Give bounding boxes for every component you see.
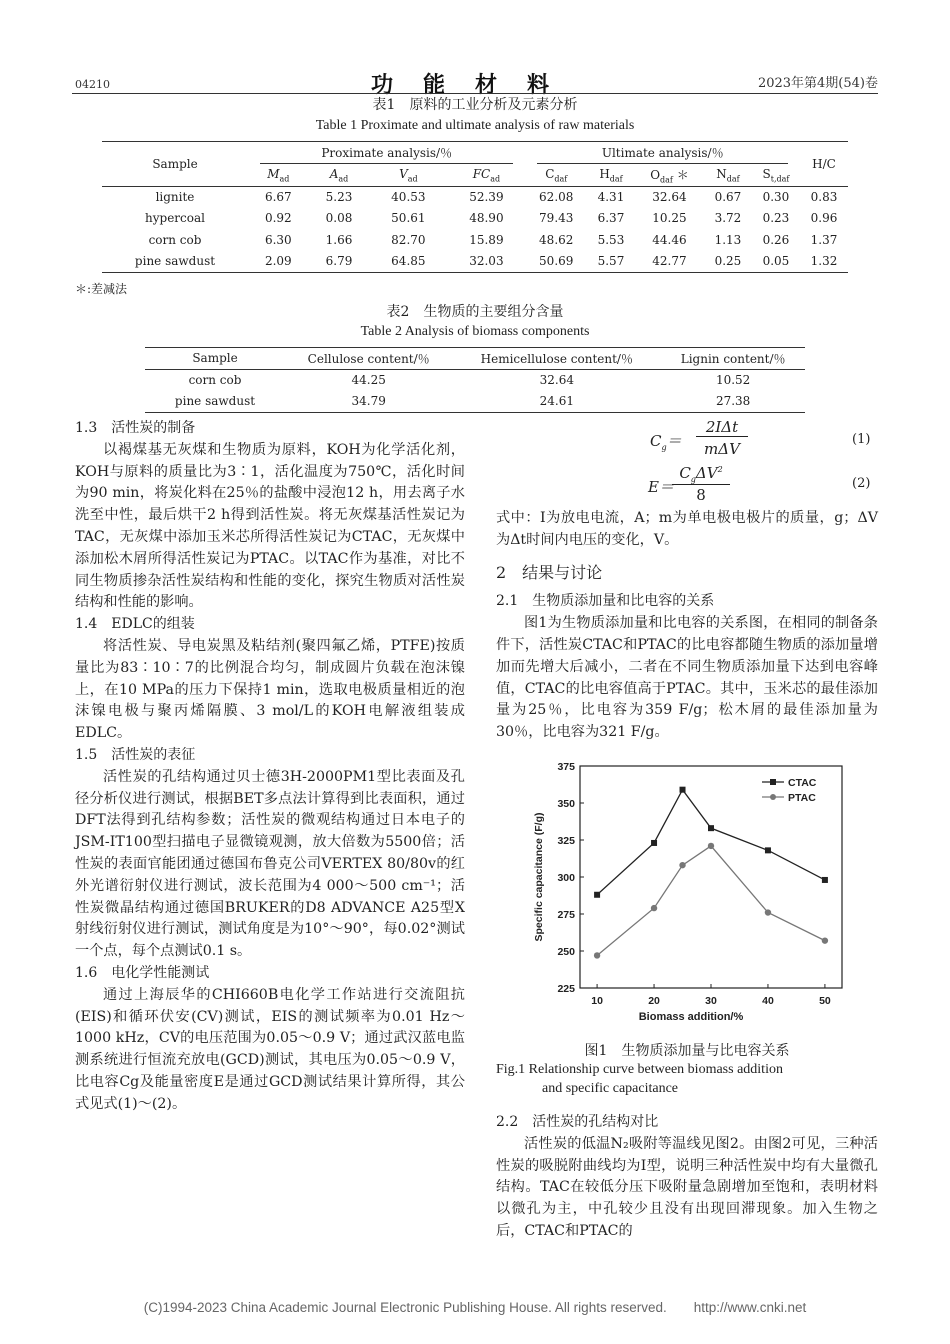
table1-cell: 5.57 (587, 251, 635, 273)
table1-subheader (525, 164, 587, 186)
table1-note: ＊:差减法 (75, 282, 128, 296)
table1-cell: 0.25 (704, 251, 752, 273)
figure1-chart (528, 760, 848, 1032)
subheader-subscript: daf (660, 174, 673, 184)
subheader-subscript: t,daf (770, 173, 790, 183)
table1-cell: 82.70 (391, 232, 426, 247)
table1-cell: 4.31 (597, 190, 625, 204)
table1-cell: 1.66 (325, 232, 353, 247)
table1-cell: 0.96 (810, 211, 838, 226)
subheader-symbol: S (762, 166, 771, 181)
figure1-caption-cn: 图1 生物质添加量与比电容关系 (584, 1043, 790, 1059)
table1-cell: 5.23 (325, 190, 353, 204)
proximate-label: Proximate analysis/％ (260, 144, 513, 164)
data-point-ctac (680, 787, 686, 793)
table2-cell: 34.79 (285, 391, 452, 413)
x-tick-label: 50 (819, 995, 831, 1007)
eq1-number: (1) (852, 432, 871, 447)
subheader-subscript: ad (490, 173, 501, 183)
table1-header-ultimate (525, 142, 800, 165)
subheader-symbol: FC (472, 166, 491, 181)
section-1-3-text: 以褐煤基无灰煤和生物质为原料，KOH为化学活化剂，KOH与原料的质量比为3∶1，活化温度为750℃，活化时间为90 min，将炭化料在25％的盐酸中浸泡12 h，用去离子水洗至中性，最后烘干2 h得到活性炭。将无灰煤基活性炭记为TAC，无灰煤中添加玉米芯所得活性炭记为CTAC，无灰煤中添加松木屑所得活性炭记为PTAC。以TAC作为基准，对比不同生物质掺杂活性炭结构和性能的变化，探究生物质对活性炭结构和性能的影响。 (75, 441, 465, 611)
table2-caption-en: Table 2 Analysis of biomass components (360, 324, 590, 339)
table1-cell: 0.23 (762, 211, 790, 226)
eq2-denominator: 8 (696, 486, 706, 504)
table1-cell: 15.89 (469, 232, 504, 247)
y-tick-label: 300 (557, 872, 575, 884)
table1-cell: 0.05 (752, 251, 800, 273)
table1-cell: corn cob (148, 232, 202, 247)
table2-header-hemicellulose: Hemicellulose content/％ (452, 348, 661, 370)
data-point-ptac (708, 843, 714, 849)
table2-cell: 27.38 (661, 391, 805, 413)
data-point-ptac (765, 909, 771, 915)
table-row (102, 208, 848, 230)
figure1-caption-en-line2: and specific capacitance (542, 1081, 679, 1096)
table1-cell: 0.83 (810, 190, 838, 204)
section-2-title: 2 结果与讨论 (496, 562, 603, 582)
table1-cell: 40.53 (391, 190, 426, 204)
eq2-numerator: $C_g\Delta V^2$ (672, 464, 730, 485)
y-tick-label: 375 (557, 761, 575, 773)
table-row (145, 369, 805, 391)
subheader-symbol: V (399, 166, 408, 181)
y-tick-label: 225 (557, 983, 575, 995)
section-1-5-title: 1.5 活性炭的表征 (75, 746, 196, 763)
table1-caption-en: Table 1 Proximate and ultimate analysis of raw materials (315, 118, 635, 133)
table1-cell: 1.37 (810, 232, 838, 247)
table1-cell: 3.72 (714, 211, 742, 226)
data-point-ctac (651, 840, 657, 846)
table2-cell: 24.61 (452, 391, 661, 413)
x-axis-label: Biomass addition/% (638, 1011, 744, 1023)
table1-cell: 0.30 (762, 190, 790, 204)
table1-cell: 6.37 (597, 211, 625, 226)
subheader-subscript: ad (407, 173, 418, 183)
table1-cell: 44.46 (652, 232, 687, 247)
issue-info: 2023年第4期(54)卷 (757, 76, 878, 91)
legend-label: PTAC (788, 792, 816, 804)
table2-cell: pine sawdust (145, 391, 285, 413)
eq2-number: (2) (852, 476, 871, 491)
section-2-1-text: 图1为生物质添加量和比电容的关系图，在相同的制备条件下，活性炭CTAC和PTAC的比电容都随生物质的添加量增加而先增大后减小，二者在不同生物质添加量下达到电容峰值，CTAC的比电容值高于PTAC。其中，玉米芯的最佳添加量为25％，比电容为359 F/g；松木屑的最佳添加量为30％，比电容为321 F/g。 (496, 615, 878, 741)
table1-cell: 79.43 (539, 211, 574, 226)
series-line-ctac (597, 790, 825, 895)
table1 (102, 141, 848, 273)
table1-cell: 52.39 (469, 190, 504, 204)
table2-header-cellulose: Cellulose content/％ (285, 348, 452, 370)
table1-cell: 42.77 (635, 251, 704, 273)
table2-cell: 44.25 (351, 373, 386, 387)
table1-subheader (369, 164, 447, 186)
section-1-6-title: 1.6 电化学性能测试 (75, 964, 210, 981)
table1-cell: 32.64 (652, 190, 687, 204)
legend-label: CTAC (788, 777, 817, 789)
table1-subheader (752, 164, 800, 186)
table-row (145, 391, 805, 413)
data-point-ctac (594, 892, 600, 898)
eq2-lhs: E＝ (648, 478, 674, 496)
section-1-5-text: 活性炭的孔结构通过贝士德3H-2000PM1型比表面及孔径分析仪进行测试，根据BET多点法计算得到比表面积，通过DFT法得到孔结构参数；活性炭的微观结构通过日本电子的JSM-IT100型扫描电子显微镜观测，放大倍数为5500倍；活性炭的表面官能团通过德国布鲁克公司VERTEX 80/80v的红外光谱衍射仪进行测试，波长范围为4 000～500 cm⁻¹；活性炭微晶结构通过德国BRUKER的D8 ADVANCE A25型X射线衍射仪进行测试，测试角度是为10°～90°，每0.02°测试一个点，每个点测试0.1 s。 (75, 768, 465, 960)
data-point-ptac (651, 905, 657, 911)
subheader-symbol: A (329, 166, 339, 181)
data-point-ptac (594, 952, 600, 958)
table1-cell: 0.67 (714, 190, 742, 204)
table1-cell: 62.08 (539, 190, 574, 204)
figure1-caption-en (496, 1060, 878, 1098)
section-1-3-title: 1.3 活性炭的制备 (75, 420, 196, 436)
table2-cell: 32.64 (539, 373, 574, 387)
y-tick-label: 350 (557, 798, 575, 810)
x-tick-label: 20 (648, 995, 660, 1007)
section-1-4-text: 将活性炭、导电炭黑及粘结剂(聚四氟乙烯，PTFE)按质量比为83∶10∶7的比例混合均匀，制成圆片负载在泡沫镍上，在10 MPa的压力下保持1 min，选取电极质量相近的泡沫镍电极与聚丙烯隔膜、3 mol/L的KOH电解液组装成EDLC。 (75, 637, 465, 742)
left-column (75, 418, 465, 1116)
table1-cell: 48.90 (469, 211, 504, 226)
y-tick-label: 250 (557, 946, 575, 958)
table1-caption-cn: 表1 原料的工业分析及元素分析 (372, 97, 578, 113)
subheader-symbol: M (267, 166, 280, 181)
journal-title: 功能材料 (370, 72, 579, 98)
table1-subheader (635, 164, 704, 186)
data-point-ctac (765, 847, 771, 853)
table-row (102, 229, 848, 251)
table1-cell: 10.25 (652, 211, 687, 226)
eq1-lhs: $C_g=$ (650, 432, 682, 452)
subheader-subscript: ad (279, 173, 290, 183)
section-1-6-text: 通过上海辰华的CHI660B电化学工作站进行交流阻抗(EIS)和循环伏安(CV)测试，EIS的测试频率为0.01 Hz～1000 kHz，CV的电压范围为0.05～0.9 V；通过武汉蓝电监测系统进行恒流充放电(GCD)测试，其电压为0.05～0.9 V，比电容Cg及能量密度E是通过GCD测试结果计算所得，其公式见式(1)～(2)。 (75, 986, 465, 1112)
y-tick-label: 325 (557, 835, 575, 847)
table1-cell: 2.09 (248, 251, 309, 273)
table2-cell: 10.52 (715, 373, 751, 387)
table1-subheader (248, 164, 309, 186)
table1-header-hc: H/C (800, 142, 848, 187)
table2 (145, 347, 805, 413)
section-2-1-title: 2.1 生物质添加量和比电容的关系 (496, 593, 715, 610)
data-point-ptac (679, 862, 685, 868)
table1-cell: 0.92 (264, 211, 292, 226)
table1-header-sample: Sample (102, 142, 248, 187)
table1-cell: 32.03 (447, 251, 525, 273)
table1-cell: 5.53 (597, 232, 625, 247)
table1-cell: 6.67 (264, 190, 292, 204)
data-point-ctac (708, 825, 714, 831)
x-tick-label: 40 (762, 995, 774, 1007)
equation-description: 式中：I为放电电流，A；m为单电极电极片的质量，g；ΔV为Δt时间内电压的变化，V。 (496, 510, 878, 548)
right-column-top (496, 508, 878, 744)
table1-subheader (704, 164, 752, 186)
page-code: 04210 (75, 78, 110, 91)
subheader-subscript: daf (554, 173, 568, 183)
subheader-subscript: daf (726, 173, 740, 183)
subheader-symbol: H (599, 166, 610, 181)
table2-header-lignin: Lignin content/％ (661, 348, 805, 370)
subheader-subscript: daf (609, 173, 623, 183)
table2-cell: corn cob (188, 373, 242, 387)
subheader-subscript: ad (338, 173, 349, 183)
table1-cell: 50.61 (391, 211, 426, 226)
table-row (102, 251, 848, 273)
table1-subheader (309, 164, 370, 186)
section-2-2-title: 2.2 活性炭的孔结构对比 (496, 1114, 659, 1130)
eq1-denominator: mΔV (704, 440, 740, 458)
data-point-ctac (822, 877, 828, 883)
legend-marker (770, 779, 776, 785)
table1-cell: lignite (155, 190, 195, 204)
subheader-suffix: ＊ (672, 167, 689, 182)
table2-caption-cn: 表2 生物质的主要组分含量 (386, 304, 564, 320)
subheader-symbol: N (716, 166, 727, 181)
table1-cell: 0.26 (762, 232, 790, 247)
ultimate-label: Ultimate analysis/％ (537, 144, 788, 164)
table1-cell: 50.69 (525, 251, 587, 273)
table2-header-sample: Sample (145, 348, 285, 370)
table1-cell: 48.62 (539, 232, 574, 247)
table1-cell: hypercoal (145, 211, 205, 226)
table-row (102, 186, 848, 208)
table1-cell: 6.30 (264, 232, 292, 247)
table1-cell: 1.13 (714, 232, 742, 247)
figure1-caption-en-line1: Fig.1 Relationship curve between biomass addition (496, 1062, 783, 1077)
x-tick-label: 30 (705, 995, 717, 1007)
table1-cell: 6.79 (309, 251, 370, 273)
subheader-symbol: O (650, 167, 661, 182)
right-column-bottom (496, 1112, 878, 1243)
y-tick-label: 275 (557, 909, 575, 921)
table1-body (102, 186, 848, 272)
subheader-symbol: C (545, 166, 555, 181)
copyright-footer: (C)1994-2023 China Academic Journal Electronic Publishing House. All rights reserved. http://www.cnki.net (143, 1300, 807, 1315)
table1-cell: pine sawdust (102, 251, 248, 273)
table1-subheader (447, 164, 525, 186)
table1-header-proximate (248, 142, 525, 165)
table1-cell: 0.08 (325, 211, 353, 226)
table1-cell: 1.32 (800, 251, 848, 273)
section-1-4-title: 1.4 EDLC的组装 (75, 616, 195, 633)
table1-subheader (587, 164, 635, 186)
section-2-2-text: 活性炭的低温N₂吸附等温线见图2。由图2可见，三种活性炭的吸脱附曲线均为I型，说明三种活性炭中均有大量微孔结构。TAC在较低分压下吸附量急剧增加至饱和，表明材料以微孔为主，中孔较少且没有出现回滞现象。加入生物之后，CTAC和PTAC的 (496, 1135, 878, 1239)
data-point-ptac (822, 937, 828, 943)
eq1-numerator: 2IΔt (696, 418, 748, 437)
y-axis-label: Specific capacitance (F/g) (533, 812, 545, 942)
legend-marker (770, 794, 776, 800)
x-tick-label: 10 (591, 995, 603, 1007)
table1-cell: 64.85 (369, 251, 447, 273)
